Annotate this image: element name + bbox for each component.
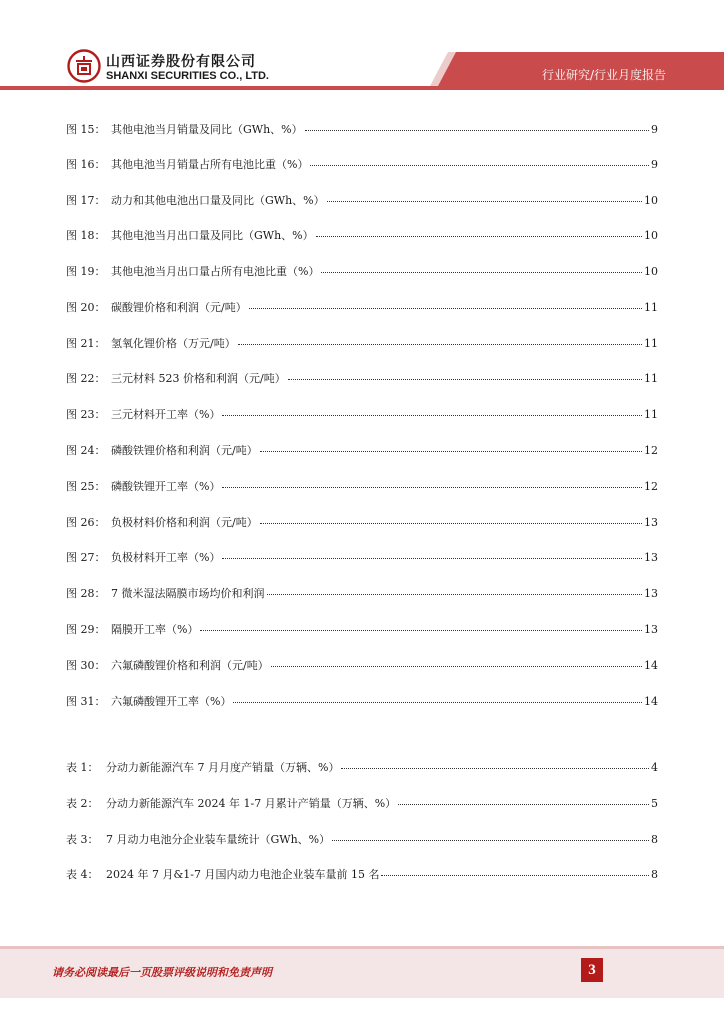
figure-title: 磷酸铁锂开工率（%） — [111, 480, 221, 493]
toc-table-entry[interactable] — [66, 866, 658, 882]
toc-figure-entry[interactable] — [66, 192, 658, 208]
company-name-en: SHANXI SECURITIES CO., LTD. — [106, 70, 269, 82]
company-name-cn: 山西证券股份有限公司 — [106, 54, 256, 70]
figure-page-number: 9 — [651, 158, 658, 171]
dot-leader — [249, 299, 642, 309]
figure-label: 图 20： — [66, 301, 106, 314]
figure-label: 图 16： — [66, 158, 106, 171]
page-header — [0, 0, 724, 100]
figure-title: 其他电池当月销量占所有电池比重（%） — [111, 158, 309, 171]
figure-label: 图 18： — [66, 229, 106, 242]
page-number: 3 — [581, 958, 603, 982]
figure-page-number: 13 — [644, 587, 658, 600]
figure-label: 图 19： — [66, 265, 106, 278]
figure-page-number: 12 — [644, 480, 658, 493]
table-label: 表 1： — [66, 761, 99, 774]
figure-title: 7 微米湿法隔膜市场均价和利润 — [111, 587, 265, 600]
table-label: 表 4： — [66, 868, 99, 881]
dot-leader — [332, 831, 649, 841]
figure-label: 图 27： — [66, 551, 106, 564]
figure-page-number: 11 — [644, 337, 658, 350]
toc-figure-entry[interactable] — [66, 585, 658, 601]
figure-page-number: 10 — [644, 194, 658, 207]
header-red-band — [0, 0, 724, 100]
dot-leader — [238, 335, 642, 345]
figure-title: 三元材料 523 价格和利润（元/吨） — [111, 372, 286, 385]
dot-leader — [341, 759, 649, 769]
figure-title: 负极材料开工率（%） — [111, 551, 221, 564]
figure-label: 图 29： — [66, 623, 106, 636]
dot-leader — [381, 866, 649, 876]
figure-label: 图 23： — [66, 408, 106, 421]
figure-page-number: 10 — [644, 229, 658, 242]
dot-leader — [222, 478, 642, 488]
dot-leader — [260, 514, 642, 524]
figure-page-number: 10 — [644, 265, 658, 278]
report-type-title: 行业研究/行业月度报告 — [541, 68, 666, 82]
figure-page-number: 14 — [644, 659, 658, 672]
dot-leader — [321, 263, 642, 273]
dot-leader — [267, 585, 643, 595]
table-page-number: 8 — [651, 833, 658, 846]
figure-label: 图 21： — [66, 337, 106, 350]
table-title: 分动力新能源汽车 7 月月度产销量（万辆、%） — [106, 761, 340, 774]
toc-figure-entry[interactable] — [66, 121, 658, 137]
figure-page-number: 11 — [644, 301, 658, 314]
toc-figure-entry[interactable] — [66, 514, 658, 530]
toc-figure-entry[interactable] — [66, 156, 658, 172]
table-label: 表 2： — [66, 797, 99, 810]
dot-leader — [327, 192, 642, 202]
figure-label: 图 31： — [66, 695, 106, 708]
toc-figure-entry[interactable] — [66, 549, 658, 565]
toc-figure-entry[interactable] — [66, 478, 658, 494]
dot-leader — [222, 549, 642, 559]
dot-leader — [222, 406, 642, 416]
toc-figure-entry[interactable] — [66, 263, 658, 279]
table-label: 表 3： — [66, 833, 99, 846]
figure-title: 其他电池当月销量及同比（GWh、%） — [111, 123, 303, 136]
figure-label: 图 25： — [66, 480, 106, 493]
table-title: 2024 年 7 月&1-7 月国内动力电池企业装车量前 15 名 — [106, 868, 380, 881]
toc-figure-entry[interactable] — [66, 370, 658, 386]
toc-figure-entry[interactable] — [66, 406, 658, 422]
table-page-number: 5 — [651, 797, 658, 810]
figure-label: 图 22： — [66, 372, 106, 385]
figure-label: 图 26： — [66, 516, 106, 529]
dot-leader — [310, 156, 649, 166]
figure-page-number: 14 — [644, 695, 658, 708]
figure-title: 其他电池当月出口量占所有电池比重（%） — [111, 265, 320, 278]
figure-title: 六氟磷酸锂价格和利润（元/吨） — [111, 659, 269, 672]
figure-page-number: 12 — [644, 444, 658, 457]
dot-leader — [398, 795, 649, 805]
dot-leader — [288, 370, 642, 380]
figure-label: 图 15： — [66, 123, 106, 136]
figure-title: 其他电池当月出口量及同比（GWh、%） — [111, 229, 314, 242]
figure-page-number: 11 — [644, 372, 658, 385]
dot-leader — [233, 693, 642, 703]
figure-title: 三元材料开工率（%） — [111, 408, 221, 421]
figure-label: 图 24： — [66, 444, 106, 457]
figure-page-number: 11 — [644, 408, 658, 421]
toc-figure-entry[interactable] — [66, 299, 658, 315]
figure-page-number: 13 — [644, 516, 658, 529]
table-title: 7 月动力电池分企业装车量统计（GWh、%） — [106, 833, 331, 846]
dot-leader — [316, 227, 642, 237]
figure-title: 碳酸锂价格和利润（元/吨） — [111, 301, 247, 314]
figure-label: 图 17： — [66, 194, 106, 207]
dot-leader — [260, 442, 642, 452]
toc-figure-entry[interactable] — [66, 442, 658, 458]
figure-page-number: 13 — [644, 623, 658, 636]
toc-figure-entry[interactable] — [66, 621, 658, 637]
toc-figure-entry[interactable] — [66, 657, 658, 673]
figure-label: 图 28： — [66, 587, 106, 600]
dot-leader — [305, 121, 649, 131]
table-page-number: 8 — [651, 868, 658, 881]
figure-title: 氢氧化锂价格（万元/吨） — [111, 337, 236, 350]
figure-title: 六氟磷酸锂开工率（%） — [111, 695, 232, 708]
figure-title: 磷酸铁锂价格和利润（元/吨） — [111, 444, 258, 457]
disclaimer-text: 请务必阅读最后一页股票评级说明和免责声明 — [52, 966, 272, 979]
toc-table-entry[interactable] — [66, 759, 658, 775]
figure-label: 图 30： — [66, 659, 106, 672]
dot-leader — [271, 657, 642, 667]
toc-figure-entry[interactable] — [66, 227, 658, 243]
dot-leader — [200, 621, 642, 631]
figure-page-number: 9 — [651, 123, 658, 136]
figure-title: 隔膜开工率（%） — [111, 623, 199, 636]
figure-title: 动力和其他电池出口量及同比（GWh、%） — [111, 194, 325, 207]
toc-figure-entry[interactable] — [66, 693, 658, 709]
figure-title: 负极材料价格和利润（元/吨） — [111, 516, 258, 529]
toc-table-entry[interactable] — [66, 831, 658, 847]
toc-figure-entry[interactable] — [66, 335, 658, 351]
figure-page-number: 13 — [644, 551, 658, 564]
toc-table-entry[interactable] — [66, 795, 658, 811]
table-page-number: 4 — [651, 761, 658, 774]
table-title: 分动力新能源汽车 2024 年 1-7 月累计产销量（万辆、%） — [106, 797, 397, 810]
